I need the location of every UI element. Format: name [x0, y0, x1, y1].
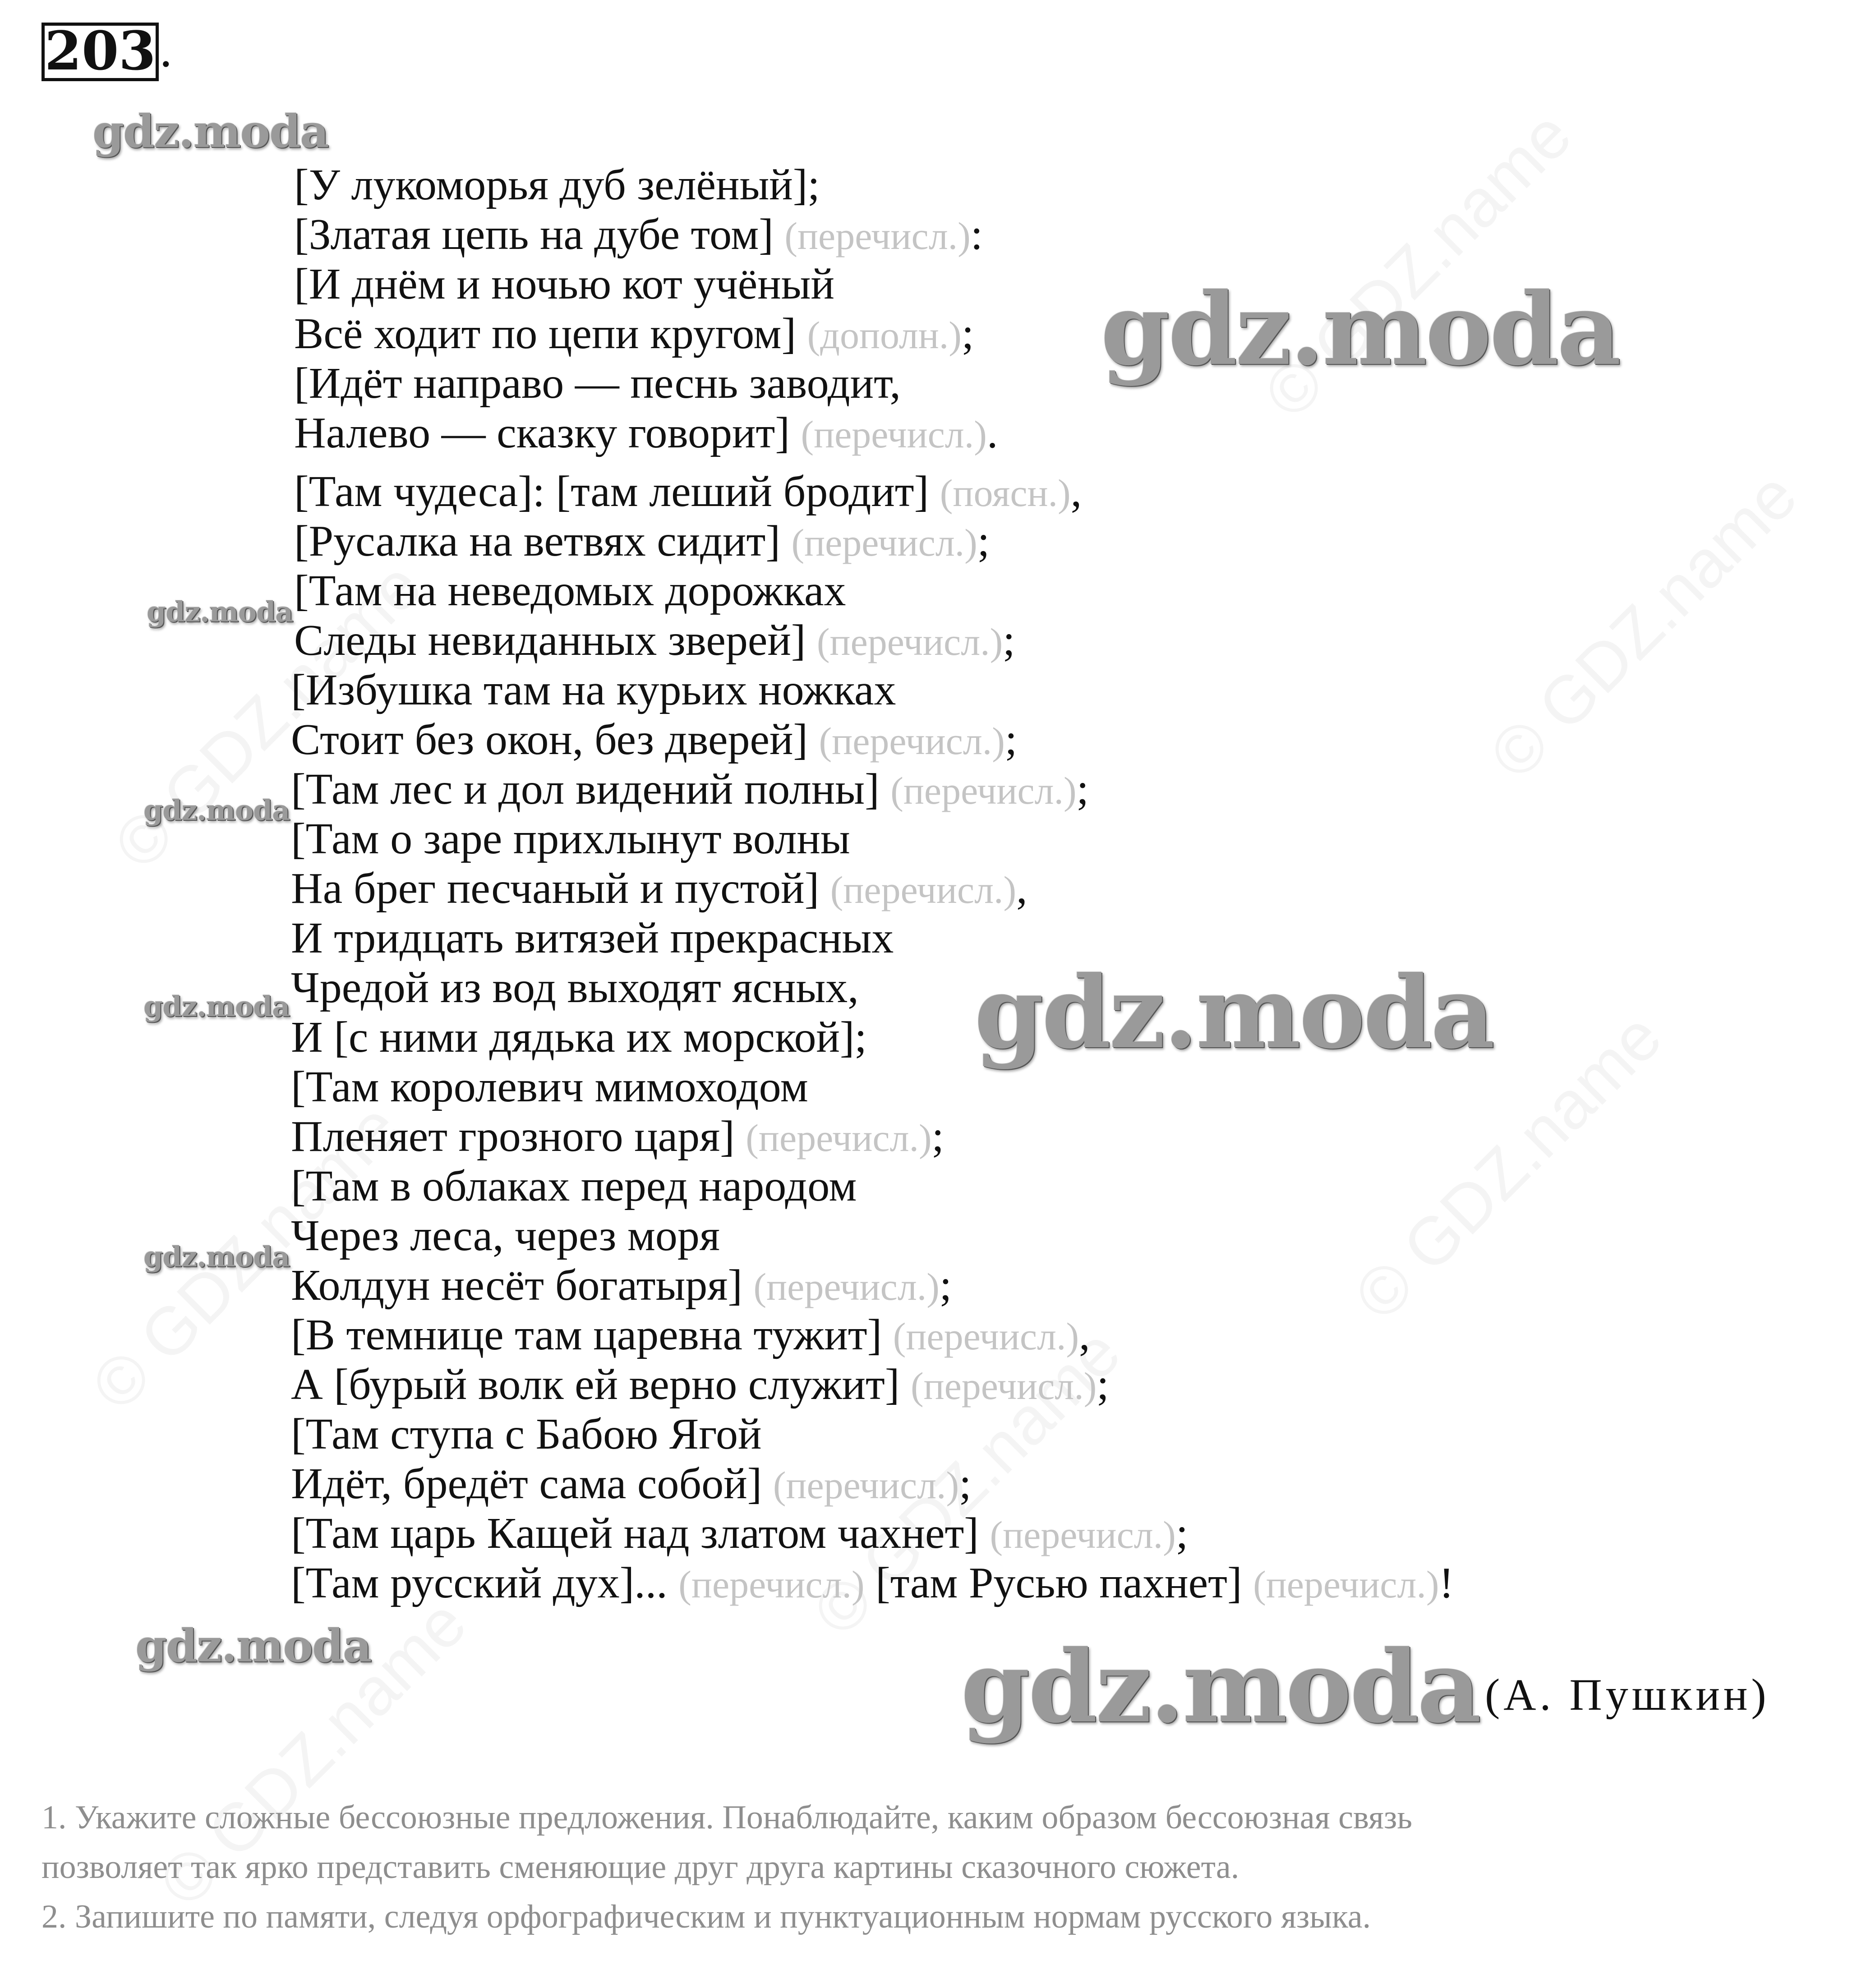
exercise-number: 203: [41, 23, 159, 81]
poem-line: [В темнице там царевна тужит] (перечисл.),: [291, 1311, 1090, 1359]
syntax-note: (перечисл.): [890, 769, 1077, 812]
logo-watermark: gdz.moda: [147, 595, 293, 628]
syntax-note: (перечисл.): [773, 1463, 959, 1507]
logo-watermark: gdz.moda: [92, 105, 328, 158]
poem-line: [Там на неведомых дорожках: [294, 566, 846, 615]
poem-line: Идёт, бредёт сама собой] (перечисл.);: [291, 1459, 972, 1508]
logo-watermark: gdz.moda: [974, 954, 1493, 1071]
poem-line: Стоит без окон, без дверей] (перечисл.);: [291, 715, 1018, 764]
logo-watermark: gdz.moda: [143, 990, 290, 1023]
syntax-note: (перечисл.): [678, 1563, 865, 1606]
task-line: позволяет так ярко представить сменяющие друг друга картины сказочного сюжета.: [41, 1849, 1240, 1886]
syntax-note: (перечисл.): [893, 1315, 1079, 1358]
logo-watermark: gdz.moda: [961, 1628, 1479, 1745]
logo-watermark: gdz.moda: [1101, 271, 1619, 387]
poem-line: И тридцать витязей прекрасных: [291, 914, 894, 962]
poem-line: [Златая цепь на дубе том] (перечисл.):: [294, 210, 983, 259]
syntax-note: (перечисл.): [746, 1116, 932, 1160]
poem-line: [Там о заре прихлынут волны: [291, 815, 850, 863]
poem-line: [Там королевич мимоходом: [291, 1063, 808, 1111]
poem-line: [Там царь Кащей над златом чахнет] (перечисл.);: [291, 1509, 1189, 1558]
poem-line: Колдун несёт богатыря] (перечисл.);: [291, 1261, 952, 1310]
poem-line: И [с ними дядька их морской];: [291, 1013, 867, 1062]
syntax-note: (перечисл.): [830, 868, 1017, 911]
poem-line: Чредой из вод выходят ясных,: [291, 963, 859, 1012]
exercise-number-dot: .: [160, 22, 172, 77]
poem-line: На брег песчаный и пустой] (перечисл.),: [291, 864, 1028, 913]
poem-line: Всё ходит по цепи кругом] (дополн.);: [294, 309, 974, 358]
syntax-note: (перечисл.): [816, 620, 1003, 663]
poem-line: [Там лес и дол видений полны] (перечисл.);: [291, 765, 1089, 814]
poem-line: [Избушка там на курьих ножках: [291, 666, 896, 714]
poem-line: [Идёт направо — песнь заводит,: [294, 359, 901, 408]
poem-line: [Там в облаках перед народом: [291, 1162, 857, 1210]
poem-line: Следы невиданных зверей] (перечисл.);: [294, 616, 1015, 665]
background-watermark: [1475, 456, 1812, 794]
poem-line: Через леса, через моря: [291, 1211, 720, 1260]
syntax-note: (перечисл.): [791, 521, 977, 564]
poem-line: [И днём и ночью кот учёный: [294, 260, 834, 308]
syntax-note: (поясн.): [940, 471, 1071, 515]
poem-line: А [бурый волк ей верно служит] (перечисл.);: [291, 1360, 1109, 1409]
syntax-note: (перечисл.): [801, 413, 987, 456]
syntax-note: (перечисл.): [910, 1364, 1097, 1408]
task-line: 2. Запишите по памяти, следуя орфографическим и пунктуационным нормам русского языка.: [41, 1898, 1371, 1935]
task-line: 1. Укажите сложные бессоюзные предложения. Понаблюдайте, каким образом бессоюзная связь: [41, 1799, 1412, 1836]
syntax-note: (дополн.): [807, 313, 962, 357]
poem-line: [Там чудеса]: [там леший бродит] (поясн.),: [294, 467, 1082, 516]
poem-line: [Там русский дух]... (перечисл.) [там Русью пахнет] (перечисл.)!: [291, 1559, 1454, 1607]
syntax-note: (перечисл.): [990, 1513, 1176, 1556]
poem-author: (А. Пушкин): [1485, 1670, 1770, 1720]
poem-line: [Русалка на ветвях сидит] (перечисл.);: [294, 517, 990, 566]
poem-line: [Там ступа с Бабою Ягой: [291, 1410, 762, 1459]
poem-line: Пленяет грозного царя] (перечисл.);: [291, 1112, 944, 1161]
logo-watermark: gdz.moda: [143, 1240, 290, 1273]
poem-line: [У лукоморья дуб зелёный];: [294, 161, 820, 209]
logo-watermark: gdz.moda: [143, 794, 290, 827]
syntax-note: (перечисл.): [753, 1265, 940, 1308]
logo-watermark: gdz.moda: [135, 1619, 371, 1672]
syntax-note: (перечисл.): [1253, 1563, 1439, 1606]
syntax-note: (перечисл.): [819, 719, 1005, 763]
poem-line: Налево — сказку говорит] (перечисл.).: [294, 409, 998, 457]
syntax-note: (перечисл.): [784, 214, 971, 258]
